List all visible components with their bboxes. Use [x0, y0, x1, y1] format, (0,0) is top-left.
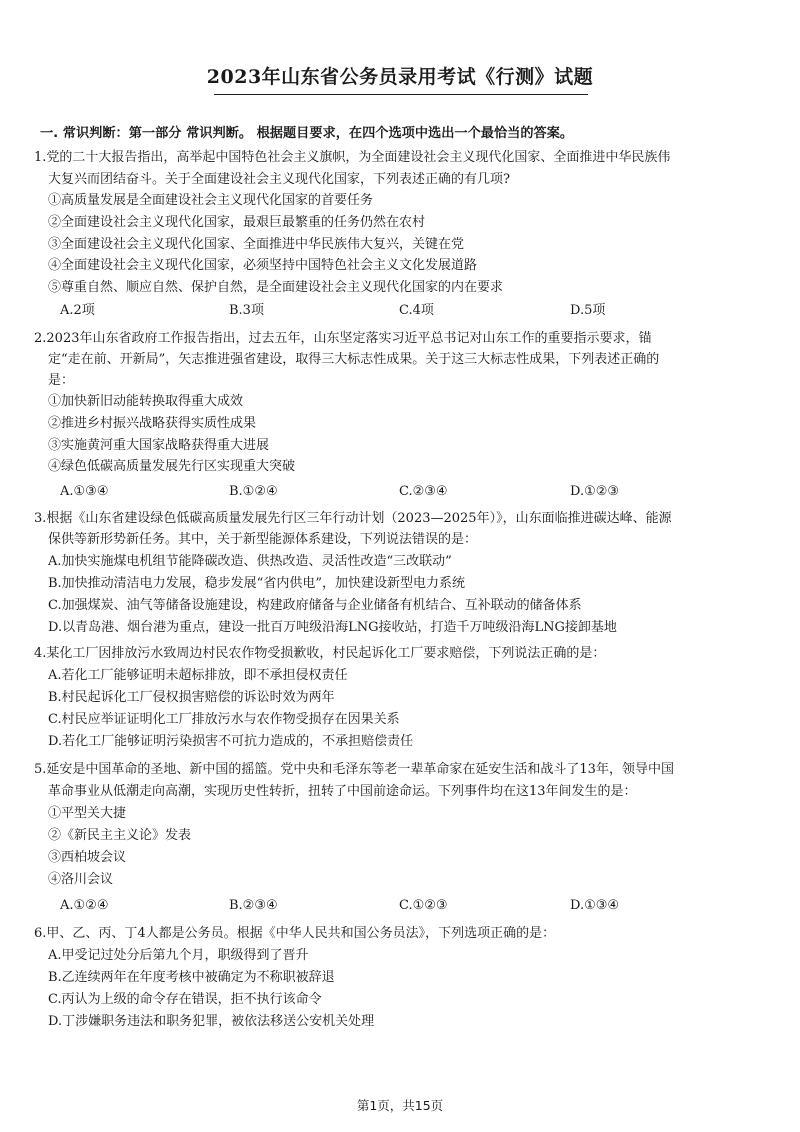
- statement-item: ③西柏坡会议: [48, 850, 127, 865]
- question-line: 3.根据《山东省建设绿色低碳高质量发展先行区三年行动计划（2023—2025年）》，山东面临推进碳达峰、能源: [34, 511, 672, 526]
- section-heading: 一. 常识判断：第一部分 常识判断。 根据题目要求，在四个选项中选出一个最恰当的答案。: [40, 126, 574, 141]
- option-b: B.①②④: [229, 484, 278, 499]
- question-line: 4.某化工厂因排放污水致周边村民农作物受损歉收，村民起诉化工厂要求赔偿，下列说法正确的是：: [34, 646, 606, 661]
- option-c: C.村民应举证证明化工厂排放污水与农作物受损存在因果关系: [48, 712, 400, 727]
- option-a: A.甲受记过处分后第九个月，职级得到了晋升: [48, 948, 309, 963]
- option-d: D.①②③: [570, 484, 620, 499]
- question-line: 大复兴而团结奋斗。关于全面建设社会主义现代化国家，下列表述正确的有几项?: [48, 172, 510, 187]
- option-b: B.村民起诉化工厂侵权损害赔偿的诉讼时效为两年: [48, 690, 335, 705]
- statement-item: ②全面建设社会主义现代化国家，最艰巨最繁重的任务仍然在农村: [48, 215, 426, 230]
- statement-item: ①加快新旧动能转换取得重大成效: [48, 394, 244, 409]
- option-a: A.2项: [60, 303, 95, 318]
- option-b: B.3项: [229, 303, 264, 318]
- option-d: D.以青岛港、烟台港为重点，建设一批百万吨级沿海LNG接收站，打造千万吨级沿海LNG接卸基地: [48, 620, 617, 635]
- statement-item: ②推进乡村振兴战略获得实质性成果: [48, 416, 257, 431]
- option-b: B.加快推动清洁电力发展，稳步发展“省内供电”，加快建设新型电力系统: [48, 576, 465, 591]
- option-a: A.加快实施煤电机组节能降碳改造、供热改造、灵活性改造“三改联动”: [48, 554, 452, 569]
- option-d: D.5项: [570, 303, 606, 318]
- statement-item: ④全面建设社会主义现代化国家，必须坚持中国特色社会主义文化发展道路: [48, 258, 478, 273]
- option-c: C.加强煤炭、油气等储备设施建设，构建政府储备与企业储备有机结合、互补联动的储备体系: [48, 598, 582, 613]
- option-a: A.若化工厂能够证明未超标排放，即不承担侵权责任: [48, 668, 348, 683]
- statement-item: ②《新民主主义论》发表: [48, 828, 192, 843]
- title-underline: [214, 94, 588, 95]
- option-d: D.①③④: [570, 898, 620, 913]
- option-b: B.乙连续两年在年度考核中被确定为不称职被辞退: [48, 970, 335, 985]
- statement-item: ③实施黄河重大国家战略获得重大进展: [48, 438, 270, 453]
- question-line: 6.甲、乙、丙、丁4人都是公务员。根据《中华人民共和国公务员法》，下列选项正确的是：: [34, 926, 556, 941]
- question-line: 定“走在前、开新局”，矢志推进强省建设，取得三大标志性成果。关于这三大标志性成果，下列表述正确的: [48, 352, 660, 367]
- option-c: C.②③④: [399, 484, 448, 499]
- option-a: A.①③④: [60, 484, 109, 499]
- option-c: C.4项: [399, 303, 434, 318]
- option-a: A.①②④: [60, 898, 109, 913]
- option-d: D.丁涉嫌职务违法和职务犯罪，被依法移送公安机关处理: [48, 1014, 375, 1029]
- statement-item: ④洛川会议: [48, 872, 114, 887]
- option-d: D.若化工厂能够证明污染损害不可抗力造成的，不承担赔偿责任: [48, 734, 414, 749]
- question-line: 保供等新形势新任务。其中，关于新型能源体系建设，下列说法错误的是：: [48, 532, 478, 547]
- question-line: 5.延安是中国革命的圣地、新中国的摇篮。党中央和毛泽东等老一辈革命家在延安生活和战斗了13年，领导中国: [34, 762, 674, 777]
- question-line: 革命事业从低潮走向高潮，实现历史性转折，扭转了中国前途命运。下列事件均在这13年间发生的是：: [48, 784, 637, 799]
- statement-item: ⑤尊重自然、顺应自然、保护自然，是全面建设社会主义现代化国家的内在要求: [48, 280, 504, 295]
- question-line: 1.党的二十大报告指出，高举起中国特色社会主义旗帜，为全面建设社会主义现代化国家、全面推进中华民族伟: [34, 150, 671, 165]
- question-line: 是：: [48, 373, 75, 388]
- option-c: C.①②③: [399, 898, 448, 913]
- question-line: 2.2023年山东省政府工作报告指出，过去五年，山东坚定落实习近平总书记对山东工作的重要指示要求，锚: [34, 331, 652, 346]
- page-title: 2023年山东省公务员录用考试《行测》试题: [206, 66, 594, 88]
- option-c: C.丙认为上级的命令存在错误，拒不执行该命令: [48, 992, 322, 1007]
- statement-item: ①高质量发展是全面建设社会主义现代化国家的首要任务: [48, 193, 374, 208]
- option-b: B.②③④: [229, 898, 278, 913]
- statement-item: ①平型关大捷: [48, 806, 127, 821]
- statement-item: ④绿色低碳高质量发展先行区实现重大突破: [48, 459, 296, 474]
- page-footer: 第1页，共15页: [356, 1098, 444, 1113]
- statement-item: ③全面建设社会主义现代化国家、全面推进中华民族伟大复兴，关键在党: [48, 237, 465, 252]
